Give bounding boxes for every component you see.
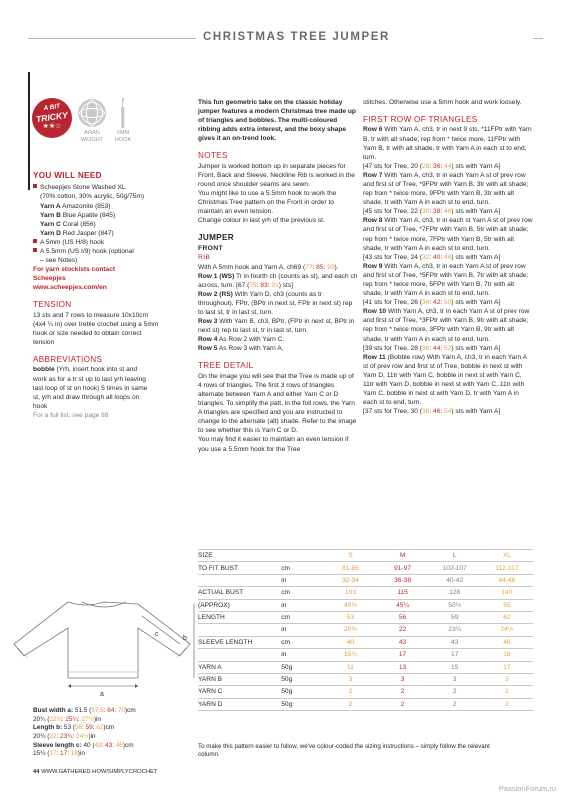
table-cell: 2	[481, 686, 533, 698]
table-cell: in	[281, 599, 324, 611]
difficulty-line-2: TRICKY	[35, 109, 69, 125]
size-l-value: 70	[117, 707, 126, 714]
size-m-value: 46	[433, 408, 441, 416]
table-cell: 36-38	[377, 574, 429, 586]
row-10-count: [39 sts for Tree, 28 (36: 44: 52) sts with Yarn A]	[363, 344, 501, 352]
table-row	[198, 673, 533, 685]
row-8-label: Row 8	[363, 217, 383, 225]
size-l-value: 46	[115, 741, 123, 749]
table-row	[198, 686, 533, 698]
tree-detail-heading: TREE DETAIL	[198, 361, 254, 371]
row-1-end: ) sts]	[278, 281, 293, 289]
table-cell: SLEEVE LENGTH	[198, 636, 281, 648]
table-cell: 50g	[281, 686, 324, 698]
table-cell: 81-86	[324, 562, 376, 574]
size-s-value: 75	[249, 281, 257, 289]
size-l-value: 46	[444, 208, 452, 216]
right-column	[363, 98, 533, 416]
size-m-value: 36	[433, 162, 441, 170]
jumper-schematic-diagram	[10, 592, 198, 700]
row-3-text: With Yarn B, ch3, BPtr, (FPtr in next st, BPtr in next st) rep to last st, tr in last st, turn.	[198, 318, 355, 335]
header-rule-right	[533, 38, 543, 39]
page-title: CHRISTMAS TREE JUMPER	[203, 31, 390, 43]
row-5-text: As Row 3 with Yarn A.	[217, 345, 284, 353]
row-6-label: Row 6	[363, 126, 383, 134]
row-4-label: Row 4	[198, 336, 218, 344]
hook-1: A 5mm (US H/8) hook	[40, 238, 105, 246]
yarn-a-line	[33, 202, 181, 211]
table-cell: 3	[324, 673, 376, 685]
sleeve-cm-end: )cm	[122, 741, 134, 749]
table-cell: 43	[377, 636, 429, 648]
length-cm-end: )cm	[103, 724, 115, 732]
size-l-value: 27½	[81, 715, 94, 723]
size-l-value: 50	[444, 299, 452, 307]
yarn-b-value: Blue Apatite (845)	[60, 211, 116, 219]
hook-caption-1: 5MM	[116, 130, 130, 136]
sizing-table	[198, 549, 533, 711]
size-l-value: 91	[271, 281, 279, 289]
row-11-text: (Bobble row) With Yarn A, ch3, tr in each Yarn A st of prev row and first st of Tree, bobble in next st with Yarn D, 11tr with Yarn C, bobble in next st with Yarn C, 11tr with Yarn D, bobble in next st with Yarn C, 11tr with Yarn C, bobble in next st with Yarn D, tr with Yarn A in each st to end, turn.	[363, 353, 527, 407]
table-cell: 44-46	[481, 574, 533, 586]
size-l-value: 18	[70, 750, 78, 758]
yarn-name: Scheepjes Stone Washed XL	[40, 184, 126, 192]
label-b: b	[183, 635, 187, 642]
size-s-value: 17	[49, 750, 57, 758]
size-l-value: 54	[444, 408, 452, 416]
yarn-item	[33, 183, 181, 192]
size-s-value: 30	[422, 208, 430, 216]
count-end: ) sts with Yarn A]	[451, 344, 501, 352]
size-m-value: 59	[85, 724, 93, 732]
yarn-c-line	[33, 220, 181, 229]
table-row	[198, 574, 533, 586]
table-header-cell: XL	[481, 550, 533, 562]
table-cell	[198, 649, 281, 661]
table-cell: in	[281, 574, 324, 586]
table-cell: 43	[429, 636, 481, 648]
front-heading: FRONT	[198, 244, 223, 252]
size-s-value: 43	[94, 741, 102, 749]
count-text: [41 sts for Tree, 26 (	[363, 299, 423, 307]
table-cell: YARN C	[198, 686, 281, 698]
row-5-label: Row 5	[198, 345, 218, 353]
count-end: ) sts with Yarn A]	[451, 208, 501, 216]
count-text: [39 sts for Tree, 28 (	[363, 344, 423, 352]
size-s-value: 77	[305, 263, 313, 271]
page-footer	[33, 769, 157, 777]
count-end: ) sts with Yarn A]	[451, 253, 501, 261]
table-cell: 13	[377, 661, 429, 673]
count-end: ) sts with Yarn A]	[451, 299, 501, 307]
hook-2-note: – see Notes)	[40, 257, 78, 265]
table-cell: cm	[281, 636, 324, 648]
dim-a-arrow-right	[135, 684, 138, 688]
middle-column	[198, 98, 358, 454]
row-2	[198, 290, 358, 317]
bullet-square-icon	[33, 184, 37, 188]
row-9-count: [41 sts for Tree, 26 (34: 42: 50) sts with Yarn A]	[363, 299, 501, 307]
table-cell: 15	[429, 661, 481, 673]
hook-size-caption	[107, 130, 139, 143]
size-m-value: 42	[433, 299, 441, 307]
size-m-value: 83	[260, 281, 268, 289]
table-row	[198, 661, 533, 673]
row-9-text: With Yarn A, ch3, tr in each Yarn A st of prev row and first st of Tree, *5FPtr with Yarn B, 7tr with alt shade; rep from * twice more, 5FPtr with Yarn B, 7tr with alt shade, tr with Yarn A in each st to end, turn.	[363, 262, 529, 298]
table-cell: LENGTH	[198, 611, 281, 623]
bust-in-end: )in	[93, 715, 101, 723]
row-10	[363, 307, 533, 343]
sleeve-cm: 40 (	[81, 741, 95, 749]
bust-width-in-line: 20¼ (22¾: 25¼: 27½)in	[33, 715, 101, 723]
table-cell: 2	[377, 698, 429, 710]
table-cell: 62	[481, 611, 533, 623]
table-row	[198, 562, 533, 574]
rib-start: With A 5mm hook and Yarn A, ch69 (77: 85: 93).	[198, 263, 339, 271]
table-header-cell: SIZE	[198, 550, 281, 562]
table-cell: ACTUAL BUST	[198, 587, 281, 599]
page-number: 44	[33, 769, 40, 775]
table-cell: 17	[481, 661, 533, 673]
footer-url[interactable]: WWW.GATHERED.HOW/SIMPLYCROCHET	[39, 769, 158, 775]
intro-text: This fun geometric take on the classic holiday jumper features a modern Christmas tree made up of triangles and bobbles. The multi-coloured ribbing adds extra interest, and the boxy shape gives it an on-trend look.	[198, 99, 356, 143]
difficulty-badge	[32, 98, 72, 138]
table-cell: 18	[481, 649, 533, 661]
row-6	[363, 125, 533, 161]
table-cell: 32-34	[324, 574, 376, 586]
table-cell: in	[281, 624, 324, 636]
size-m-value: 85	[316, 263, 324, 271]
size-m-value: 38	[433, 208, 441, 216]
row-1: Row 1 (WS) Tr in fourth ch (counts as st), and each ch across, turn. [67 (75: 83: 91) sts]	[198, 272, 358, 289]
table-cell: YARN A	[198, 661, 281, 673]
first-row-triangles-heading: FIRST ROW OF TRIANGLES	[363, 115, 478, 125]
yarn-d-label: Yarn D	[40, 229, 61, 237]
count-text: [47 sts for Tree, 20 (	[363, 162, 423, 170]
table-cell: 140	[481, 587, 533, 599]
table-cell: 24½	[481, 624, 533, 636]
yarn-weight-caption	[72, 130, 112, 143]
table-cell: 3	[429, 673, 481, 685]
row-8-text: With Yarn A, ch3, tr in each st Yarn A st of prev row and first st of Tree, *7FPtr with Yarn B, 5tr with alt shade; rep from * twice more, 7FPtr with Yarn B, 5tr with alt shade, tr with Yarn A in each st to end, turn.	[363, 217, 533, 252]
yarn-caption-2: WEIGHT	[80, 136, 104, 143]
table-header-cell	[281, 550, 324, 562]
rib-start-text: With A 5mm hook and Yarn A, ch69 (	[198, 263, 306, 271]
length-in-end: )in	[88, 732, 96, 740]
table-cell: 59	[429, 611, 481, 623]
count-text: [43 sts for Tree, 24 (	[363, 253, 423, 261]
table-cell: (APPROX)	[198, 599, 281, 611]
count-text: [37 sts for Tree, 30 (	[363, 408, 423, 416]
table-cell: 40	[324, 636, 376, 648]
table-cell: 128	[429, 587, 481, 599]
table-cell: 23¼	[429, 624, 481, 636]
tree-detail-text-2: You may find it easier to maintain an even tension if you use a 5.5mm hook for the Tree	[198, 436, 349, 453]
header-rule-left	[28, 38, 196, 39]
size-m-value: 40	[433, 253, 441, 261]
table-cell: 112-117	[481, 562, 533, 574]
bullet-square-icon	[33, 239, 37, 243]
size-s-value: 32	[422, 253, 430, 261]
row-3-label: Row 3	[198, 318, 218, 326]
tension-text: 13 sts and 7 rows to measure 10x10cm (4x4 ¼ in) over treble crochet using a 5mm hook or size needed to obtain correct tension	[33, 311, 159, 347]
yarn-detail: (70% cotton, 30% acrylic, 50g/75m)	[40, 193, 145, 201]
sleeve-length-in-line: 15¾ (17: 17: 18)in	[33, 750, 85, 758]
table-cell: 50g	[281, 698, 324, 710]
count-end: ) sts with Yarn A]	[451, 408, 501, 416]
abbr-definition: (Yrh, insert hook into st and work as for a tr st up to last yrh leaving last loop of st on hook) 5 times in same st, yrh and draw through all loops on hook	[33, 366, 148, 410]
table-header-row	[198, 550, 533, 562]
count-text: [45 sts for Tree, 22 (	[363, 208, 423, 216]
sleeve-in-end: )in	[77, 750, 85, 758]
size-s-value: 38	[422, 408, 430, 416]
table-cell: 17	[377, 649, 429, 661]
size-s-value: 56	[74, 724, 83, 732]
table-cell	[198, 574, 281, 586]
table-row	[198, 587, 533, 599]
table-cell: 115	[377, 587, 429, 599]
size-l-value: 44	[444, 162, 452, 170]
notes-p2: You might like to use a 5.5mm hook to work the Christmas Tree pattern on the Front in order to maintain an even tension.	[198, 190, 337, 216]
yarn-d-line	[33, 229, 181, 238]
hook-caption-2: HOOK	[114, 136, 132, 143]
row-7-count: [45 sts for Tree, 22 (30: 38: 46) sts with Yarn A]	[363, 208, 501, 216]
difficulty-line-1: A BIT	[43, 102, 61, 113]
row-1-text: Tr in fourth ch (counts as st), and each ch across, turn. [67 (	[198, 272, 358, 289]
table-cell: 15¾	[324, 649, 376, 661]
table-row	[198, 636, 533, 648]
rib-heading: RIB	[198, 254, 211, 262]
row-11-label: Row 11	[363, 353, 386, 361]
row-7-text: With Yarn A, ch3, tr in each Yarn A st of prev row and first st of Tree, *9FPtr with Yarn B, 3tr with alt shade; rep from * twice more, 9FPtr with Yarn B, 3tr with alt shade, tr with Yarn A in each st to end, turn.	[363, 171, 529, 207]
table-cell: TO FIT BUST	[198, 562, 281, 574]
table-cell: 50g	[281, 673, 324, 685]
table-cell: YARN B	[198, 673, 281, 685]
crochet-hook-icon	[120, 97, 126, 129]
row-5	[198, 344, 358, 353]
table-cell: 102-107	[429, 562, 481, 574]
abbreviations-text	[33, 365, 148, 410]
table-cell: 11	[324, 661, 376, 673]
table-cell: YARN D	[198, 698, 281, 710]
table-cell: 3	[481, 673, 533, 685]
table-cell: 55	[481, 599, 533, 611]
table-row	[198, 599, 533, 611]
stockists-line: For yarn stockists contact	[33, 266, 116, 274]
table-cell: 2	[429, 686, 481, 698]
table-cell: 2	[324, 698, 376, 710]
yarn-ball-icon	[78, 99, 106, 127]
table-cell: 40-42	[429, 574, 481, 586]
size-m-value: 44	[433, 344, 441, 352]
table-cell: 17	[429, 649, 481, 661]
rib-start-end: ).	[334, 263, 339, 271]
hook-2: A 5.5mm (US I/9) hook (optional	[40, 247, 134, 255]
table-cell: in	[281, 649, 324, 661]
yarn-b-label: Yarn B	[40, 211, 61, 219]
yarn-c-label: Yarn C	[40, 220, 61, 228]
size-m-value: 23¼	[60, 732, 73, 740]
yarn-b-line	[33, 211, 181, 220]
row-7-label: Row 7	[363, 171, 383, 179]
yarn-caption-1: ARAN	[84, 130, 100, 136]
row-6-text: With Yarn A, ch3, tr in next 9 sts, *11FPtr with Yarn B, tr with alt shade; rep from * twice more, 11FPtr with Yarn B, tr with alt shade, tr with Yarn A in each st to end, turn.	[363, 126, 532, 161]
length-line: Length b: 53 (56: 59: 62)cm	[33, 724, 115, 732]
measurements-block	[33, 707, 193, 759]
left-column	[33, 170, 181, 420]
length-in-line: 20¾ (22: 23¼: 24½)in	[33, 732, 96, 740]
jumper-heading: JUMPER	[198, 233, 234, 243]
table-cell: 50½	[429, 599, 481, 611]
materials-list	[33, 183, 181, 292]
bullet-square-icon	[33, 248, 37, 252]
yarn-a-label: Yarn A	[40, 202, 61, 210]
table-cell: 40½	[324, 599, 376, 611]
sleeve-in: 15¾ (	[33, 750, 50, 758]
row-11-count: [37 sts for Tree, 30 (38: 46: 54) sts with Yarn A]	[363, 408, 501, 416]
size-s-value: 22¾	[49, 715, 62, 723]
yarn-c-value: Coral (856)	[60, 220, 96, 228]
size-l-value: 62	[96, 724, 104, 732]
table-cell: 2	[324, 686, 376, 698]
size-m-value: 64	[107, 707, 115, 714]
size-s-value: 34	[422, 299, 430, 307]
table-cell: 45¼	[377, 599, 429, 611]
table-cell: 22	[377, 624, 429, 636]
table-cell: cm	[281, 611, 324, 623]
abbreviations-heading: ABBREVIATIONS	[33, 355, 103, 365]
label-a: a	[100, 691, 104, 698]
row-4	[198, 335, 358, 344]
row-1-label: Row 1 (WS)	[198, 272, 235, 280]
row-6-count: [47 sts for Tree, 20 (28: 36: 44) sts with Yarn A]	[363, 162, 501, 170]
yarn-d-value: Red Jasper (847)	[60, 229, 114, 237]
row-10-text: With Yarn A, ch3, tr in each Yarn A st of prev row and first st of Tree, *3FPtr with Yarn B, 9tr with alt shade; rep from * twice more, 3FPtr with Yarn B, 9tr with alt shade, tr with Yarn A in each st to end, turn.	[363, 308, 530, 343]
row-9	[363, 262, 533, 298]
length-label: Length b:	[33, 724, 63, 732]
you-will-need-heading: YOU WILL NEED	[33, 171, 102, 180]
abbreviations-more: For a full list, see page 88	[33, 411, 109, 419]
table-cell: 91-97	[377, 562, 429, 574]
size-s-value: 22	[49, 732, 57, 740]
table-cell: cm	[281, 587, 324, 599]
table-cell: 50g	[281, 661, 324, 673]
notes-heading: NOTES	[198, 151, 228, 161]
row-8	[363, 216, 533, 252]
table-header-cell: M	[377, 550, 429, 562]
size-l-value: 48	[444, 253, 452, 261]
length-cm: 53 (	[62, 724, 75, 732]
table-cell: 46	[481, 636, 533, 648]
tree-detail-text: On the image you will see that the Tree is made up of 4 rows of triangles. The first 3 rows of triangles alternate between Yarn A and either Yarn C or D triangles. To simplify the patt, in the foll rows, the Yarn A triangles are specified and you are instructed to change to the alternate (alt) shade. Refer to the image to see whether this is Yarn C or D.	[198, 372, 357, 435]
continued-text: stitches. Otherwise use a 5mm hook and work loosely.	[363, 99, 522, 106]
sizing-footnote: To make this pattern easier to follow, we've colour-coded the sizing instructions – simply follow the relevant column.	[198, 743, 490, 759]
size-m-value: 25¼	[65, 715, 78, 723]
table-row	[198, 624, 533, 636]
size-l-value: 52	[444, 344, 452, 352]
bust-cm-end: )cm	[125, 707, 136, 714]
table-cell: 2	[377, 686, 429, 698]
dim-a-arrow-left	[68, 684, 71, 688]
table-cell: 103	[324, 587, 376, 599]
stockists-brand: Scheepjes	[33, 275, 66, 283]
row-4-text: As Row 2 with Yarn C.	[217, 336, 285, 344]
size-l-value: 93	[327, 263, 335, 271]
table-header-cell: S	[324, 550, 376, 562]
stockists-link[interactable]: www.scheepjes.com/en	[33, 284, 107, 292]
size-s-value: 57.5	[91, 707, 104, 714]
sleeve-length-line: Sleeve length c: 40 (43: 43: 46)cm	[33, 741, 134, 749]
notes-p3: Change colour in last yrh of the previous st.	[198, 217, 325, 225]
bust-label: Bust width a:	[33, 707, 74, 714]
row-10-label: Row 10	[363, 308, 387, 316]
table-row	[198, 611, 533, 623]
bust-in: 20¼ (	[33, 715, 50, 723]
row-9-label: Row 9	[363, 262, 383, 270]
count-end: ) sts with Yarn A]	[451, 162, 501, 170]
table-cell: 2	[429, 698, 481, 710]
table-cell: 20¾	[324, 624, 376, 636]
length-in: 20¾ (	[33, 732, 50, 740]
hook-item-1	[33, 238, 181, 247]
watermark: PassionForum.ru	[498, 784, 556, 793]
table-header-cell: L	[429, 550, 481, 562]
jumper-outline	[14, 602, 190, 678]
sleeve-label: Sleeve length c:	[33, 741, 82, 749]
abbr-term: bobble	[33, 366, 55, 374]
table-row	[198, 649, 533, 661]
row-2-text: With Yarn D, ch3 (counts as tr throughout), FPtr, (BPtr in next st, FPtr in next st) rep to last st, tr in last st, turn.	[198, 290, 353, 316]
difficulty-stars: ★★☆	[42, 123, 62, 130]
row-3	[198, 317, 358, 335]
size-m-value: 17	[60, 750, 68, 758]
row-7	[363, 171, 533, 207]
label-c: c	[155, 631, 159, 638]
hook-item-2	[33, 247, 181, 256]
bust-cm: 51.5 (	[73, 707, 92, 714]
row-8-count: [43 sts for Tree, 24 (32: 40: 48) sts with Yarn A]	[363, 253, 501, 261]
table-cell	[198, 624, 281, 636]
size-s-value: 28	[422, 162, 430, 170]
bust-width-line: Bust width a: 51.5 (57.5: 64: 70)cm	[33, 707, 136, 714]
size-l-value: 24½	[76, 732, 89, 740]
table-row	[198, 698, 533, 710]
side-rule	[28, 72, 30, 190]
size-s-value: 36	[422, 344, 430, 352]
notes-p1: Jumper is worked bottom up in separate pieces for Front, Back and Sleeve. Neckline Rib is worked in the round once shoulder seams are sewn.	[198, 162, 355, 188]
row-2-label: Row 2 (RS)	[198, 290, 233, 298]
row-11	[363, 353, 533, 408]
table-cell: 2	[481, 698, 533, 710]
table-cell: 56	[377, 611, 429, 623]
size-m-value: 43	[105, 741, 113, 749]
table-cell: 53	[324, 611, 376, 623]
table-cell: cm	[281, 562, 324, 574]
tension-heading: TENSION	[33, 300, 72, 310]
table-cell: 3	[377, 673, 429, 685]
yarn-a-value: Amazonite (853)	[60, 202, 111, 210]
